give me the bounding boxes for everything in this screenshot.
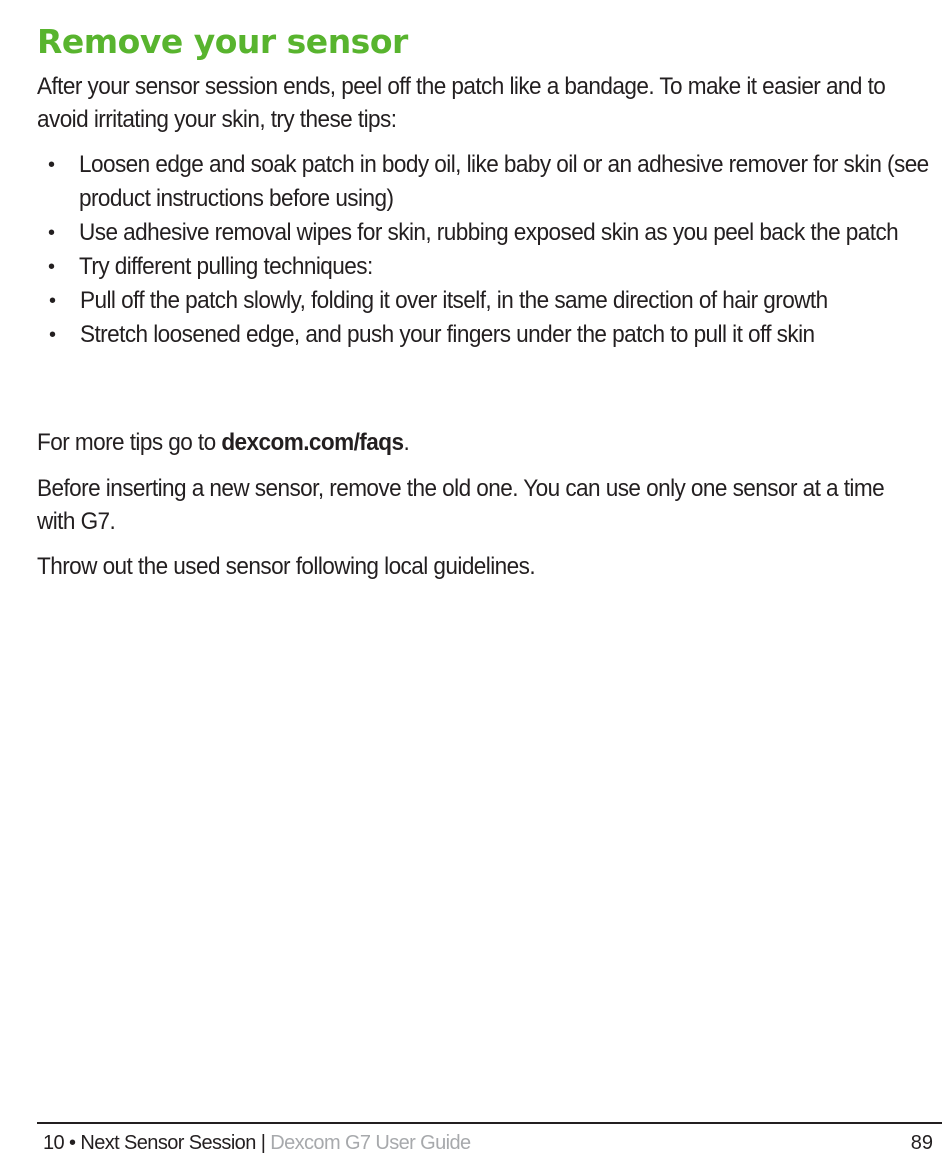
bullet-icon: • — [48, 256, 55, 278]
list-item — [0, 318, 942, 352]
footer-divider — [37, 1122, 942, 1124]
footer-chapter: 10 • Next Sensor Session — [43, 1132, 256, 1154]
footer-guide-title: Dexcom G7 User Guide — [270, 1132, 471, 1154]
list-item — [0, 284, 942, 318]
bullet-icon: • — [49, 290, 56, 312]
before-inserting-paragraph: Before inserting a new sensor, remove the old one. You can use only one sensor at a time with G7. — [37, 475, 885, 535]
disposal-paragraph: Throw out the used sensor following local guidelines. — [37, 553, 536, 580]
footer-separator: | — [255, 1132, 271, 1154]
list-item — [37, 216, 942, 250]
tips-list — [37, 148, 942, 352]
list-item — [37, 250, 942, 284]
page-title: Remove your sensor — [37, 22, 408, 61]
sub-tip-text: Pull off the patch slowly, folding it over itself, in the same direction of hair growth — [80, 287, 828, 314]
bullet-icon: • — [49, 324, 56, 346]
page-number: 89 — [910, 1132, 933, 1154]
bullet-icon: • — [48, 154, 55, 176]
faqs-link[interactable]: dexcom.com/faqs — [221, 429, 404, 456]
more-tips-prefix: For more tips go to — [37, 429, 222, 456]
list-item — [37, 148, 942, 216]
footer — [43, 1130, 471, 1156]
tip-text: Try different pulling techniques: — [79, 253, 373, 280]
bullet-icon: • — [48, 222, 55, 244]
intro-paragraph: After your sensor session ends, peel off the patch like a bandage. To make it easier and to avoid irritating your skin, try these tips: — [37, 73, 886, 133]
more-tips-suffix: . — [403, 429, 410, 456]
tip-text: Loosen edge and soak patch in body oil, like baby oil or an adhesive remover for skin (see product instructions before using) — [79, 151, 929, 212]
tip-text: Use adhesive removal wipes for skin, rubbing exposed skin as you peel back the patch — [79, 219, 899, 246]
more-tips-paragraph — [37, 426, 888, 459]
sub-tip-text: Stretch loosened edge, and push your fingers under the patch to pull it off skin — [80, 321, 815, 348]
